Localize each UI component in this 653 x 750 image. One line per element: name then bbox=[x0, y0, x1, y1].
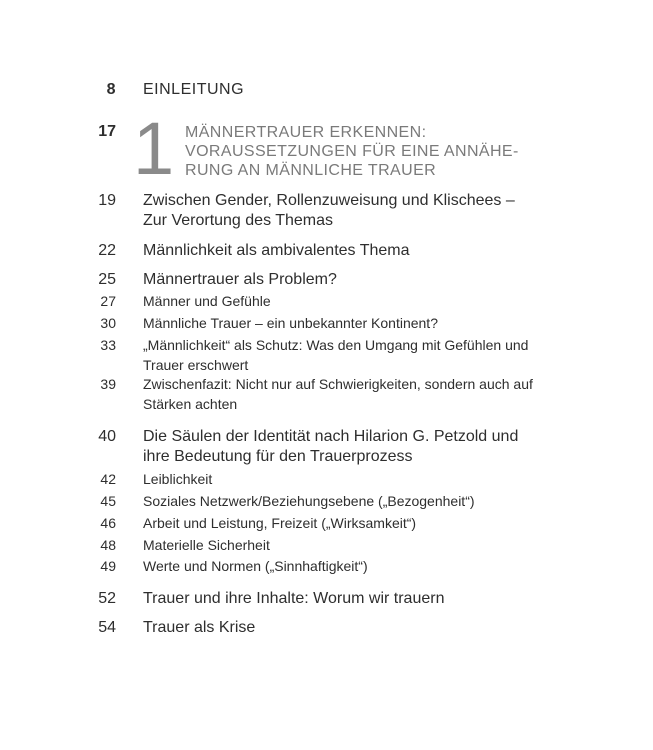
toc-subentry-title bbox=[143, 469, 212, 489]
toc-entry-page: 40 bbox=[98, 428, 116, 445]
toc-entry-page: 54 bbox=[98, 619, 116, 636]
toc-entry-line: Männertrauer als Problem? bbox=[143, 271, 337, 288]
toc-entry-page: 22 bbox=[98, 242, 116, 259]
toc-entry-title bbox=[143, 191, 515, 231]
toc-entry-line: Arbeit und Leistung, Freizeit („Wirksamkeit“) bbox=[143, 515, 417, 531]
toc-subentry-page: 49 bbox=[100, 558, 116, 574]
toc-entry-title bbox=[143, 270, 337, 290]
toc-entry-line: Stärken achten bbox=[143, 396, 238, 412]
toc-entry-line: Männer und Gefühle bbox=[143, 293, 271, 309]
toc-entry-page: 52 bbox=[98, 590, 116, 607]
toc-entry-line: Leiblichkeit bbox=[143, 471, 213, 487]
chapter-title-line: RUNG AN MÄNNLICHE TRAUER bbox=[185, 162, 437, 179]
toc-entry-line: Trauer und ihre Inhalte: Worum wir trauern bbox=[143, 590, 445, 607]
toc-subentry-title bbox=[143, 374, 533, 414]
toc-entry-line: Die Säulen der Identität nach Hilarion G. Petzold und bbox=[143, 428, 519, 445]
toc-entry-line: Materielle Sicherheit bbox=[143, 537, 270, 553]
toc-entry-title bbox=[143, 241, 410, 261]
toc-subentry-title bbox=[143, 335, 528, 375]
toc-subentry-page: 30 bbox=[100, 315, 116, 331]
toc-subentry-title bbox=[143, 513, 416, 533]
toc-subentry-title bbox=[143, 291, 271, 311]
chapter-title-line: VORAUSSETZUNGEN FÜR EINE ANNÄHE- bbox=[185, 143, 519, 160]
toc-entry-line: Männlichkeit als ambivalentes Thema bbox=[143, 242, 410, 259]
toc-entry-line: Trauer als Krise bbox=[143, 619, 256, 636]
toc-subentry-title bbox=[143, 313, 438, 333]
toc-subentry-title bbox=[143, 491, 475, 511]
toc-entry-line: „Männlichkeit“ als Schutz: Was den Umgang mit Gefühlen und bbox=[143, 337, 529, 353]
toc-subentry-page: 39 bbox=[100, 376, 116, 392]
toc-subentry-title bbox=[143, 535, 270, 555]
toc-subentry-page: 48 bbox=[100, 537, 116, 553]
toc-intro-page: 8 bbox=[106, 81, 116, 98]
toc-entry-line: Soziales Netzwerk/Beziehungsebene („Bezogenheit“) bbox=[143, 493, 475, 509]
chapter-title-line: MÄNNERTRAUER ERKENNEN: bbox=[185, 124, 427, 141]
toc-entry-line: Zwischen Gender, Rollenzuweisung und Klischees – bbox=[143, 192, 515, 209]
chapter-number: 1 bbox=[133, 107, 175, 190]
toc-subentry-page: 33 bbox=[100, 337, 116, 353]
toc-entry-line: Zur Verortung des Themas bbox=[143, 212, 334, 229]
toc-entry-page: 19 bbox=[98, 192, 116, 209]
toc-subentry-title bbox=[143, 556, 368, 576]
toc-chapter-page: 17 bbox=[98, 123, 116, 140]
toc-subentry-page: 45 bbox=[100, 493, 116, 509]
toc-entry-line: ihre Bedeutung für den Trauerprozess bbox=[143, 448, 413, 465]
toc-entry-line: Männliche Trauer – ein unbekannter Kontinent? bbox=[143, 315, 438, 331]
toc-entry-line: Zwischenfazit: Nicht nur auf Schwierigkeiten, sondern auch auf bbox=[143, 376, 533, 392]
toc-subentry-page: 42 bbox=[100, 471, 116, 487]
toc-intro-title: EINLEITUNG bbox=[143, 81, 245, 98]
toc-subentry-page: 46 bbox=[100, 515, 116, 531]
toc-subentry-page: 27 bbox=[100, 293, 116, 309]
toc-entry-line: Werte und Normen („Sinnhaftigkeit“) bbox=[143, 558, 368, 574]
chapter-title bbox=[185, 123, 545, 180]
toc-entry-title bbox=[143, 589, 444, 609]
toc-entry-title bbox=[143, 427, 518, 467]
toc-entry-title bbox=[143, 618, 255, 638]
toc-entry-page: 25 bbox=[98, 271, 116, 288]
toc-entry-line: Trauer erschwert bbox=[143, 357, 249, 373]
